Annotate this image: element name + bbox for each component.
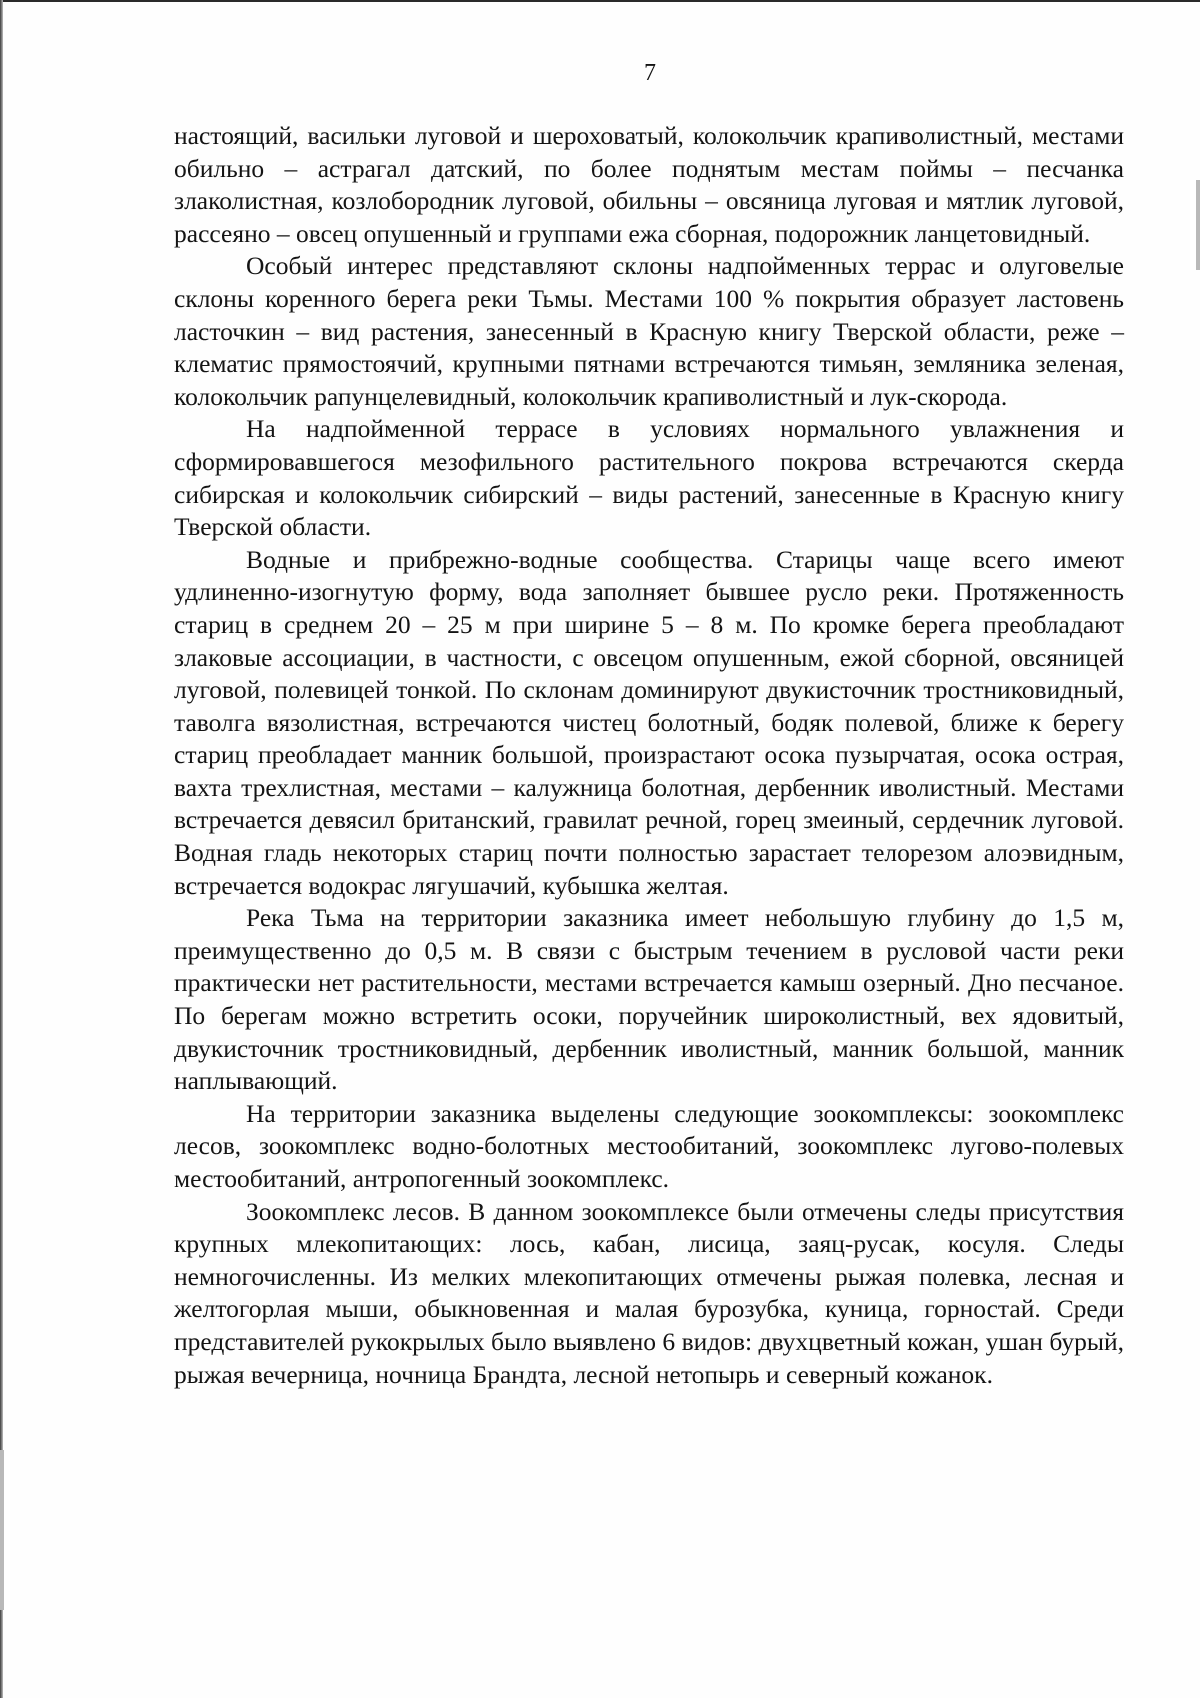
- paragraph-river: Река Тьма на территории заказника имеет небольшую глубину до 1,5 м, преимущественно до 0,5 м. В связи с быстрым течением в русловой части реки практически нет растительности, местами встречается камыш озерный. Дно песчаное. По берегам можно встретить осоки, поручейник широколистный, вех ядовитый, двукисточник тростниковидный, дербенник иволистный, манник большой, манник наплывающий.: [174, 903, 1124, 1096]
- paragraph-water-communities: Водные и прибрежно-водные сообщества. Старицы чаще всего имеют удлиненно-изогнутую форму, вода заполняет бывшее русло реки. Протяженность стариц в среднем 20 – 25 м при ширине 5 – 8 м. По кромке берега преобладают злаковые ассоциации, в частности, с овсецом опушенным, ежой сборной, овсяницей луговой, полевицей тонкой. По склонам доминируют двукисточник тростниковидный, таволга вязолистная, встречаются чистец болотный, бодяк полевой, ближе к берегу стариц преобладает манник большой, произрастают осока пузырчатая, осока острая, вахта трехлистная, местами – калужница болотная, дербенник иволистный. Местами встречается девясил британский, гравилат речной, горец змеиный, сердечник луговой. Водная гладь некоторых стариц почти полностью зарастает телорезом алоэвидным, встречается водокрас лягушачий, кубышка желтая.: [174, 544, 1124, 900]
- scan-edge-left: [0, 0, 3, 1698]
- page-number: 7: [644, 60, 656, 86]
- scan-mark-left: [0, 1450, 4, 1610]
- paragraph-slopes: Особый интерес представляют склоны надпойменных террас и олуговелые склоны коренного берега реки Тьмы. Местами 100 % покрытия образует ластовень ласточкин – вид растения, занесенный в Красную книгу Тверской области, реже – клематис прямостоячий, крупными пятнами встречаются тимьян, земляника зеленая, колокольчик рапунцелевидный, колокольчик крапиволистный и лук-скорода.: [174, 251, 1124, 411]
- paragraph-continuation: настоящий, васильки луговой и шероховатый, колокольчик крапиволистный, местами обильно – астрагал датский, по более поднятым местам поймы – песчанка злаколистная, козлобородник луговой, обильны – овсяница луговая и мятлик луговой, рассеяно – овсец опушенный и группами ежа сборная, подорожник ланцетовидный.: [174, 121, 1124, 248]
- scan-mark-right: [1196, 180, 1200, 270]
- paragraph-terrace: На надпойменной террасе в условиях нормального увлажнения и сформировавшегося мезофильного растительного покрова встречаются скерда сибирская и колокольчик сибирский – виды растений, занесенные в Красную книгу Тверской области.: [174, 414, 1124, 542]
- document-body: [174, 120, 1124, 1391]
- paragraph-forest-zoocomplex: Зоокомплекс лесов. В данном зоокомплексе были отмечены следы присутствия крупных млекопитающих: лось, кабан, лисица, заяц-русак, косуля. Следы немногочисленны. Из мелких млекопитающих отмечены рыжая полевка, лесная и желтогорлая мыши, обыкновенная и малая бурозубка, куница, горностай. Среди представителей рукокрылых было выявлено 6 видов: двухцветный кожан, ушан бурый, рыжая вечерница, ночница Брандта, лесной нетопырь и северный кожанок.: [174, 1196, 1124, 1389]
- scan-edge-top: [0, 0, 1200, 2]
- paragraph-zoocomplexes: На территории заказника выделены следующие зоокомплексы: зоокомплекс лесов, зоокомплекс водно-болотных местообитаний, зоокомплекс лугово-полевых местообитаний, антропогенный зоокомплекс.: [174, 1098, 1124, 1193]
